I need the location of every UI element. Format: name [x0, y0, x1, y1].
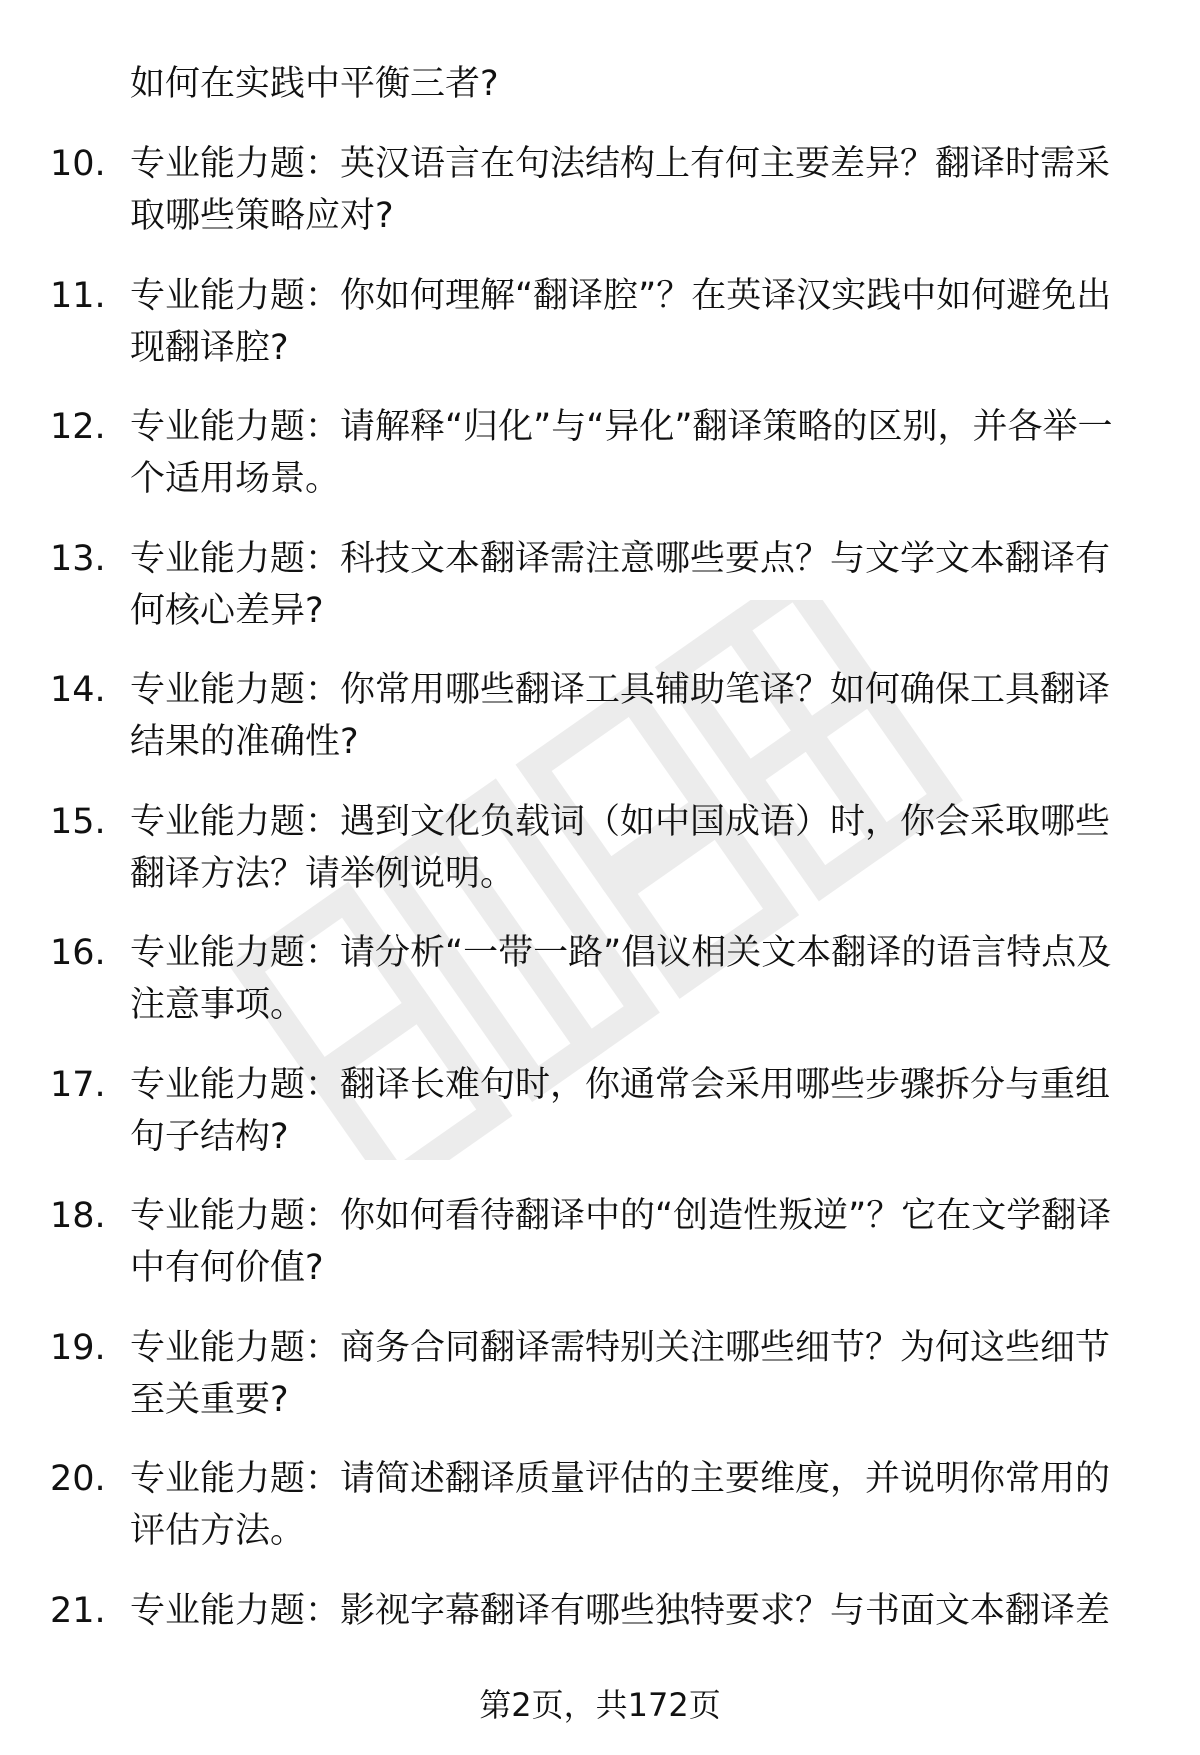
- list-item: [0, 796, 1200, 928]
- page-number-footer: 第2页，共172页: [479, 1686, 721, 1724]
- question-text: [130, 1322, 1140, 1426]
- question-text: [130, 401, 1140, 505]
- question-body: 请简述翻译质量评估的主要维度，并说明你常用的评估方法。: [130, 1459, 1111, 1551]
- question-number: 19.: [50, 1327, 106, 1368]
- list-item: [0, 138, 1200, 270]
- question-category: 专业能力题 ：: [130, 1328, 340, 1368]
- question-body: 请解释“归化”与“异化”翻译策略的区别，并各举一个适用场景。: [130, 407, 1113, 499]
- question-category: 专业能力题 ：: [130, 539, 340, 579]
- question-text: [130, 1453, 1140, 1557]
- question-category: 专业能力题 ：: [130, 933, 340, 973]
- list-item: [0, 1453, 1200, 1585]
- question-body: 你如何看待翻译中的“创造性叛逆”？它在文学翻译中有何价值?: [130, 1196, 1112, 1288]
- question-text: [130, 927, 1140, 1031]
- list-item: [0, 270, 1200, 402]
- question-text: [130, 664, 1140, 768]
- question-body: 影视字幕翻译有哪些独特要求？与书面文本翻译差: [340, 1590, 1111, 1631]
- question-text: [130, 1190, 1140, 1294]
- question-body: 商务合同翻译需特别关注哪些细节？为何这些细节至关重要?: [130, 1327, 1111, 1420]
- question-text: [130, 1059, 1140, 1163]
- question-number: 16.: [50, 933, 106, 973]
- question-body: 你如何理解“翻译腔”？在英译汉实践中如何避免出现翻译腔?: [130, 275, 1112, 368]
- question-list: [0, 138, 1200, 1716]
- question-body: 遇到文化负载词（如中国成语）时，你会采取哪些翻译方法？请举例说明。: [130, 801, 1111, 894]
- question-body: 你常用哪些翻译工具辅助笔译？如何确保工具翻译结果的准确性?: [130, 670, 1111, 762]
- list-item: [0, 1059, 1200, 1191]
- question-number: 21.: [50, 1590, 106, 1631]
- list-item: [0, 927, 1200, 1059]
- list-item: [0, 664, 1200, 796]
- question-text: [130, 796, 1140, 900]
- question-category: 专业能力题 ：: [130, 670, 340, 710]
- list-item: [0, 1322, 1200, 1454]
- question-category: 专业能力题 ：: [130, 1065, 340, 1105]
- question-number: 14.: [50, 670, 106, 710]
- question-category: 专业能力题 ：: [130, 144, 340, 184]
- question-category: 专业能力题 ：: [130, 407, 340, 447]
- question-text: [130, 1585, 1140, 1637]
- question-number: 12.: [50, 407, 106, 447]
- question-body: 翻译长难句时，你通常会采用哪些步骤拆分与重组句子结构?: [130, 1064, 1111, 1157]
- question-body: 英汉语言在句法结构上有何主要差异？翻译时需采取哪些策略应对?: [130, 144, 1111, 236]
- question-text: [130, 270, 1140, 374]
- question-number: 18.: [50, 1196, 106, 1236]
- question-number: 13.: [50, 538, 106, 579]
- question-category: 专业能力题 ：: [130, 1459, 340, 1499]
- list-item: [0, 533, 1200, 665]
- question-number: 11.: [50, 275, 106, 316]
- question-category: 专业能力题 ：: [130, 802, 340, 842]
- question-number: 20.: [50, 1459, 106, 1499]
- question-body: 科技文本翻译需注意哪些要点？与文学文本翻译有何核心差异?: [130, 538, 1111, 631]
- list-item: [0, 401, 1200, 533]
- question-category: 专业能力题 ：: [130, 276, 340, 316]
- question-body: 请分析“一带一路”倡议相关文本翻译的语言特点及注意事项。: [130, 933, 1112, 1025]
- question-category: 专业能力题 ：: [130, 1591, 340, 1631]
- question-text: [130, 138, 1140, 242]
- question-number: 10.: [50, 144, 106, 184]
- question-category: 专业能力题 ：: [130, 1196, 340, 1236]
- question-number: 17.: [50, 1064, 106, 1105]
- continued-question-text: 如何在实践中平衡三者?: [130, 64, 499, 104]
- question-number: 15.: [50, 801, 106, 842]
- list-item: [0, 1190, 1200, 1322]
- question-text: [130, 533, 1140, 637]
